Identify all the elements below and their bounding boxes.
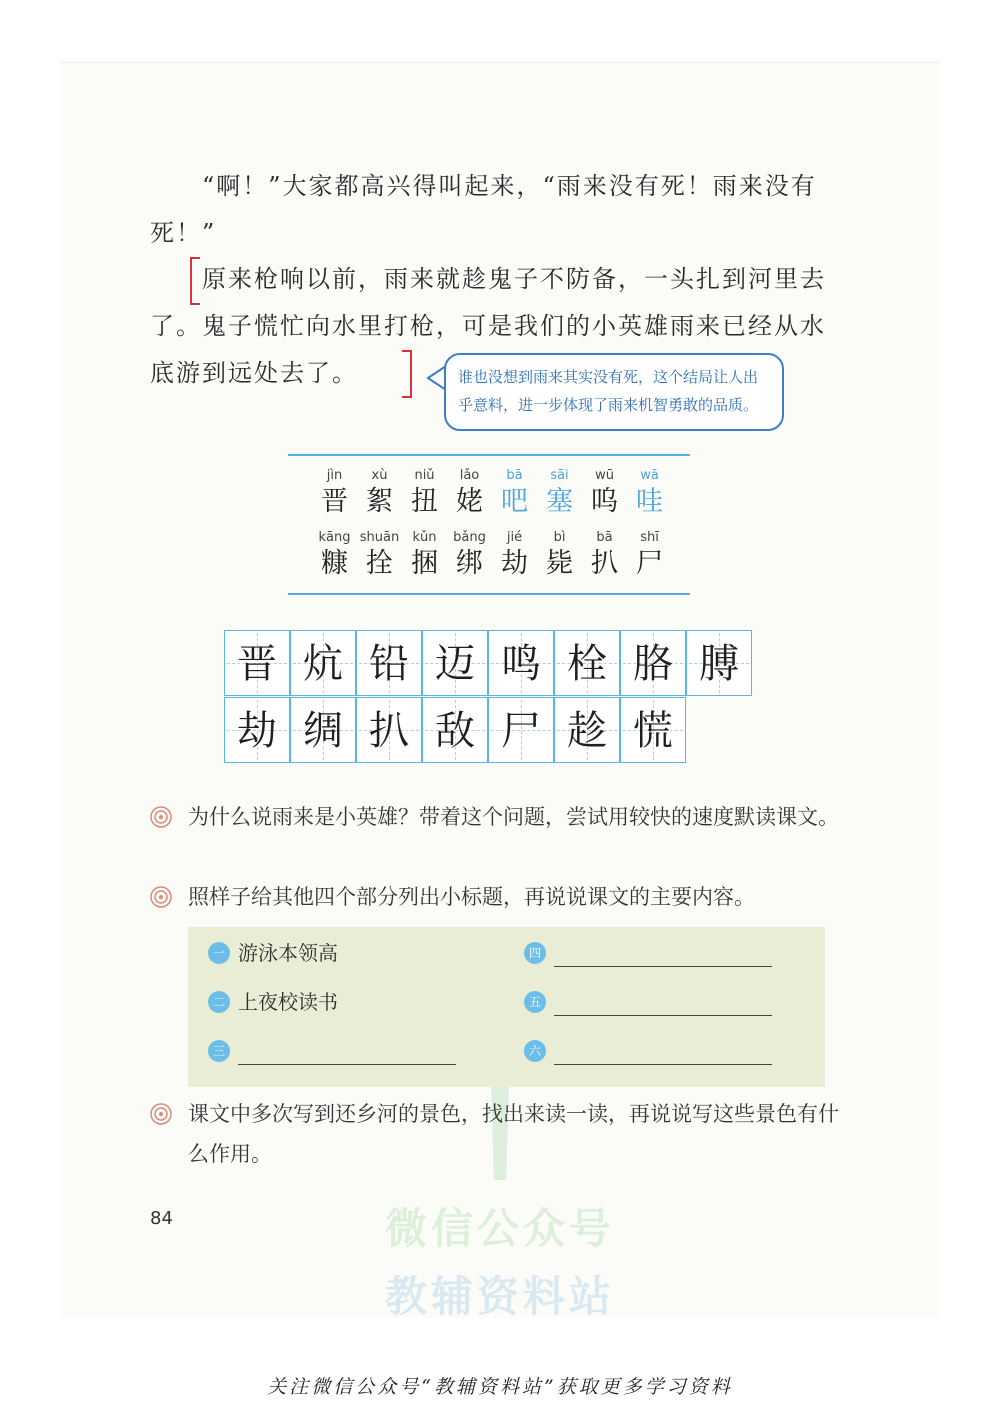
annotation-callout: 谁也没想到雨来其实没有死，这个结局让人出乎意料，进一步体现了雨来机智勇敢的品质。 [444,353,784,431]
seal-bullet-icon [150,806,172,828]
grid-cell: 鸣 [488,630,554,696]
grid-cell: 劫 [224,697,290,763]
vocab-word-highlighted: sāi 塞 [546,468,573,517]
question-2: 照样子给其他四个部分列出小标题，再说说课文的主要内容。 [150,877,840,917]
watermark-line2: 教辅资料站 [384,1272,615,1321]
vocab-word: bì 毙 [546,530,573,579]
grid-cell: 铅 [356,630,422,696]
question-1: 为什么说雨来是小英雄？带着这个问题，尝试用较快的速度默读课文。 [150,797,840,837]
vocab-word-highlighted: wā 哇 [636,468,663,517]
passage-paragraph-1: “啊！”大家都高兴得叫起来，“雨来没有死！雨来没有死！” [150,172,817,247]
grid-cell: 慌 [620,697,686,763]
blank-line[interactable] [554,1015,772,1016]
blank-line[interactable] [554,1064,772,1065]
question-3: 课文中多次写到还乡河的景色，找出来读一读，再说说写这些景色有什么作用。 [150,1094,840,1174]
reading-vocabulary [288,454,690,595]
vocab-word: jìn 晋 [321,468,348,517]
passage-paragraph-2: 原来枪响以前，雨来就趁鬼子不防备，一头扎到河里去了。鬼子慌忙向水里打枪，可是我们的小英雄雨来已经从水底游到远处去了。 [150,265,826,387]
vocab-word: shuān 拴 [359,530,400,579]
page-number: 84 [150,1208,173,1229]
vocab-row-2 [312,530,672,582]
subtitle-outline-box: 一 游泳本领高 二 上夜校读书 三 四 五 六 [188,927,825,1087]
vocab-word: jié 劫 [501,530,528,579]
grid-cell: 绸 [290,697,356,763]
grid-cell: 敌 [422,697,488,763]
vocab-word: wū 呜 [591,468,618,517]
vocab-word: kǔn 捆 [411,530,438,579]
blank-line[interactable] [554,966,772,967]
vocab-word: shī 尸 [636,530,663,579]
grid-cell: 晋 [224,630,290,696]
vocab-word: lǎo 姥 [456,468,483,517]
grid-cell: 尸 [488,697,554,763]
grid-cell: 炕 [290,630,356,696]
grid-cell: 趁 [554,697,620,763]
watermark-line1: 微信公众号 [384,1204,615,1253]
grid-cell: 扒 [356,697,422,763]
annotation-bracket-close [402,350,412,398]
vocab-word: bā 扒 [591,530,618,579]
seal-bullet-icon [150,886,172,908]
footer-note: 关注微信公众号“教辅资料站”获取更多学习资料 [267,1376,733,1398]
grid-cell: 迈 [422,630,488,696]
seal-bullet-icon [150,1103,172,1125]
grid-cell: 膊 [686,630,752,696]
grid-cell: 胳 [620,630,686,696]
blank-line[interactable] [238,1064,456,1065]
vocab-row-1 [312,468,672,520]
vocab-word: niǔ 扭 [411,468,438,517]
grid-cell: 栓 [554,630,620,696]
vocab-word-highlighted: bā 吧 [501,468,528,517]
vocab-word: xù 絮 [366,468,393,517]
vocab-word: kāng 糠 [318,530,351,579]
vocab-word: bǎng 绑 [453,530,486,579]
